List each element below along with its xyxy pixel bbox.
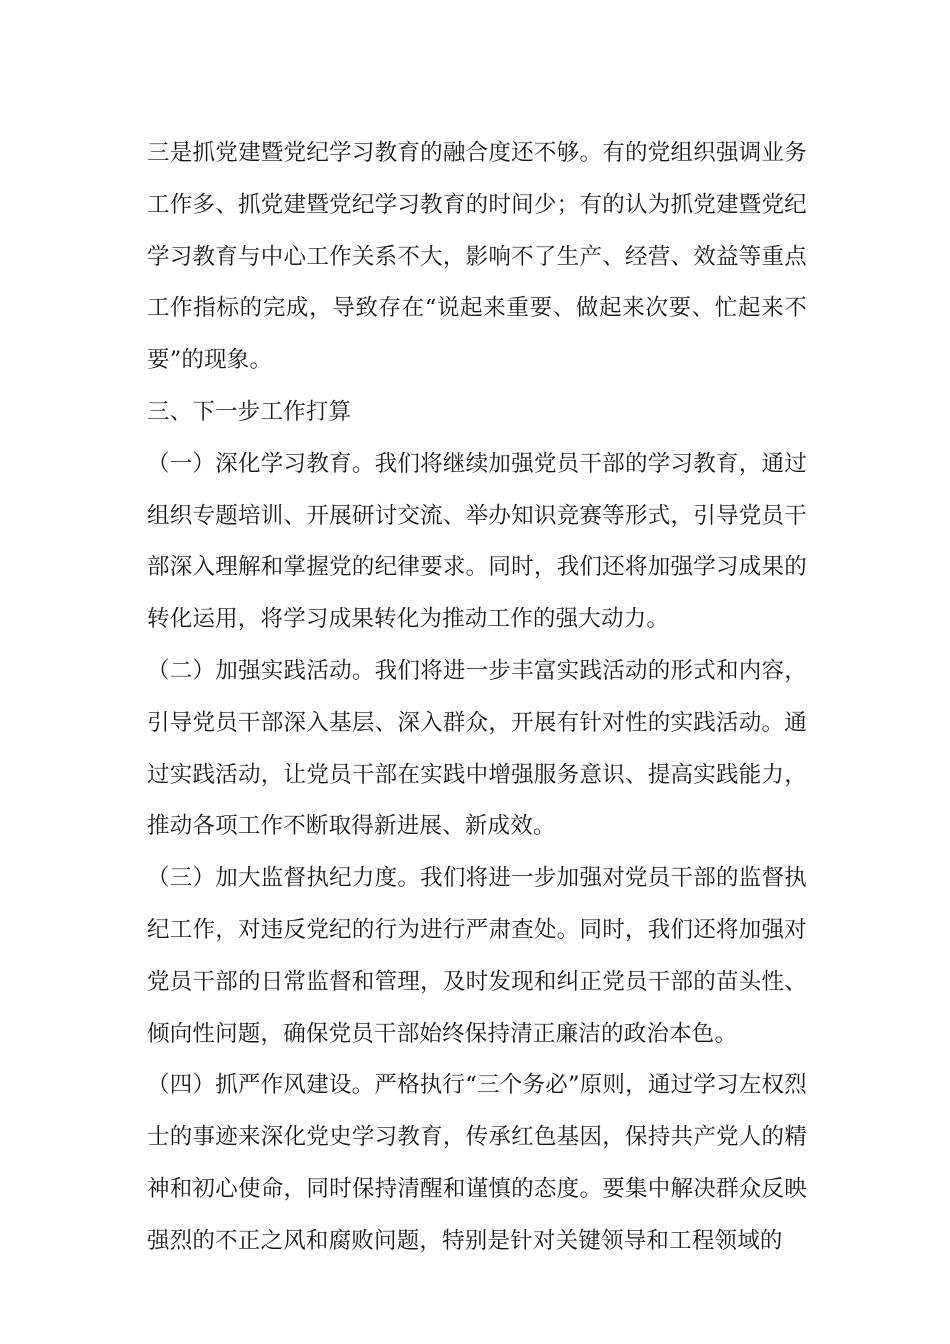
paragraph-deepen-study: （一）深化学习教育。我们将继续加强党员干部的学习教育，通过组织专题培训、开展研讨交流、举办知识竞赛等形式，引导党员干部深入理解和掌握党的纪律要求。同时，我们还将加强学习成果的转化运用，将学习成果转化为推动工作的强大动力。 — [147, 450, 807, 633]
paragraph-supervision: （三）加大监督执纪力度。我们将进一步加强对党员干部的监督执纪工作，对违反党纪的行为进行严肃查处。同时，我们还将加强对党员干部的日常监督和管理，及时发现和纠正党员干部的苗头性、倾向性问题，确保党员干部始终保持清正廉洁的政治本色。 — [147, 865, 807, 1047]
paragraph-work-style: （四）抓严作风建设。严格执行“三个务必”原则，通过学习左权烈士的事迹来深化党史学习教育，传承红色基因，保持共产党人的精神和初心使命，同时保持清醒和谨慎的态度。要集中解决群众反映强烈的不正之风和腐败问题，特别是针对关键领导和工程领域的 — [147, 1072, 807, 1254]
section-heading-next-steps: 三、下一步工作打算 — [147, 398, 352, 425]
document-body — [147, 128, 807, 1268]
paragraph-strengthen-practice: （二）加强实践活动。我们将进一步丰富实践活动的形式和内容，引导党员干部深入基层、深入群众，开展有针对性的实践活动。通过实践活动，让党员干部在实践中增强服务意识、提高实践能力，推动各项工作不断取得新进展、新成效。 — [147, 657, 807, 840]
paragraph-shortcoming-three: 三是抓党建暨党纪学习教育的融合度还不够。有的党组织强调业务工作多、抓党建暨党纪学习教育的时间少；有的认为抓党建暨党纪学习教育与中心工作关系不大，影响不了生产、经营、效益等重点工作指标的完成，导致存在“说起来重要、做起来次要、忙起来不要”的现象。 — [147, 140, 807, 374]
